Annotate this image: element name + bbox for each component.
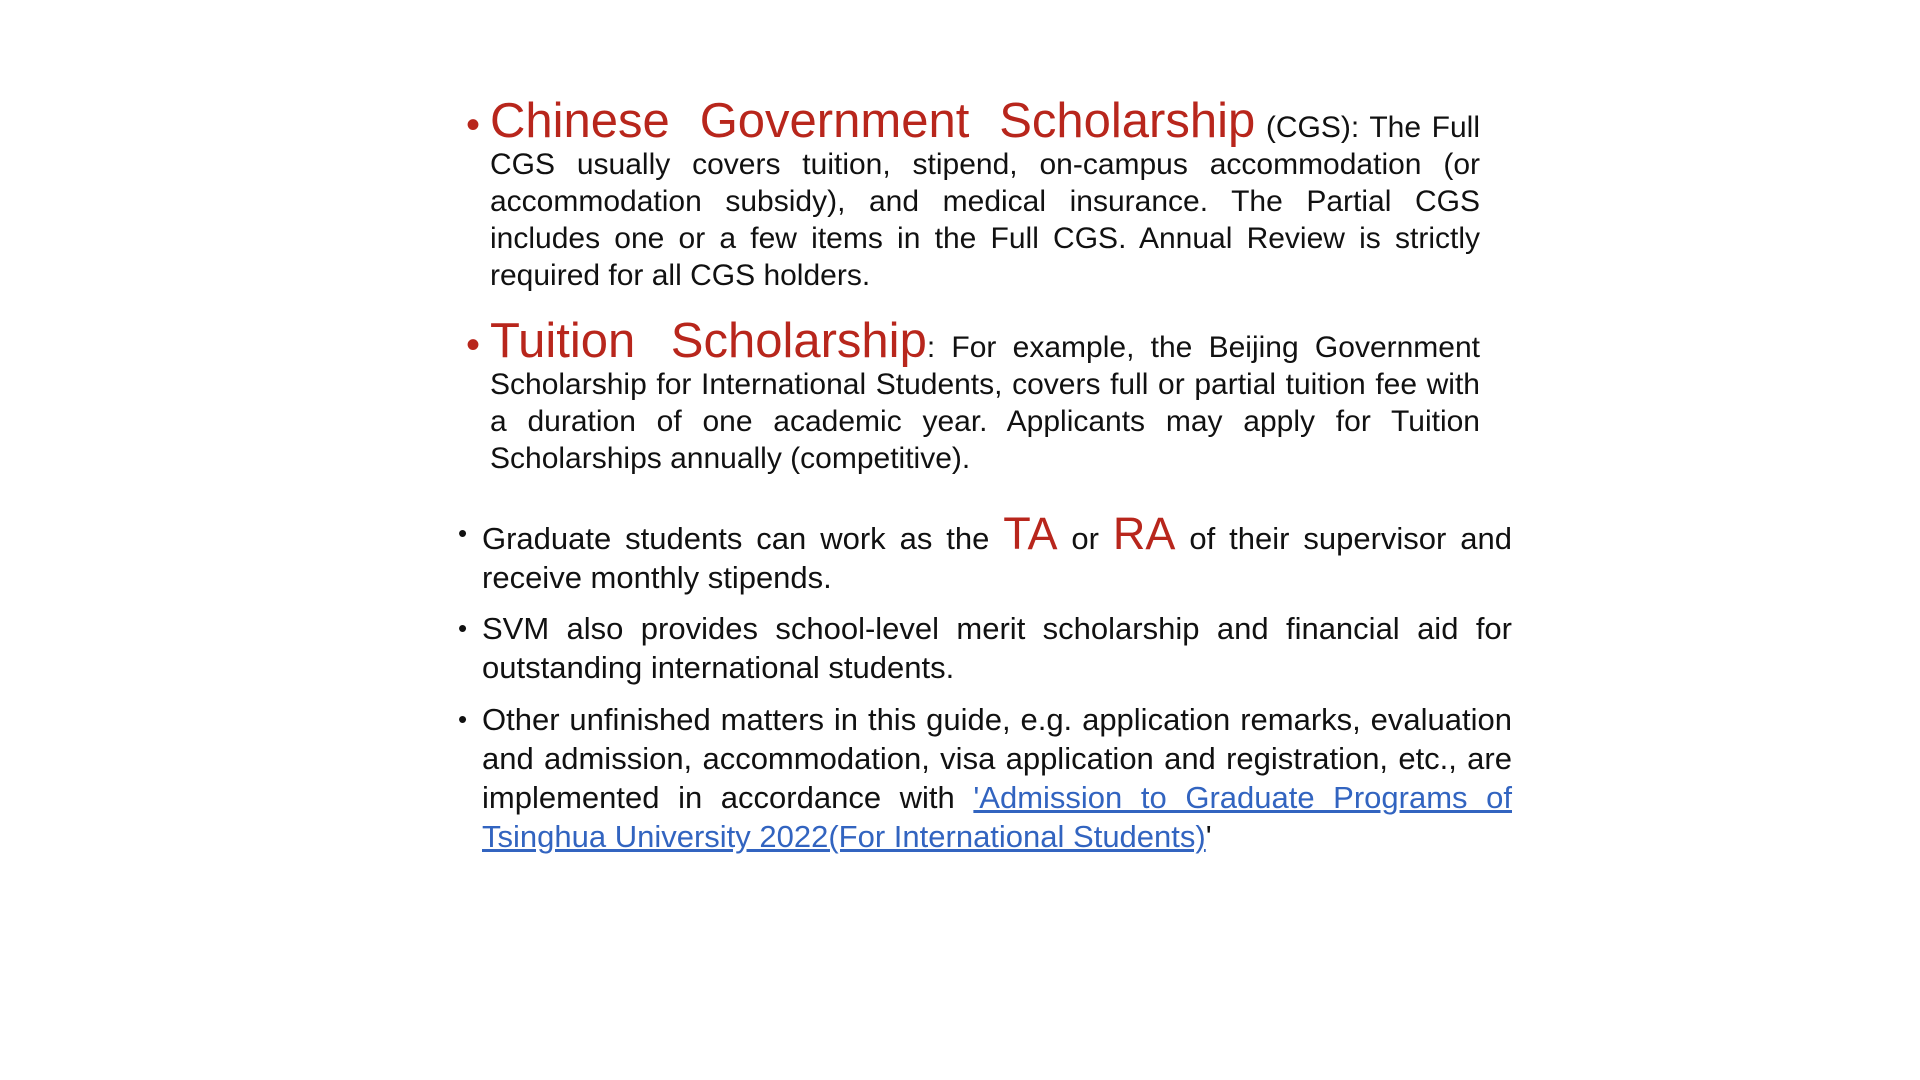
bullet-other-matters — [458, 700, 1512, 856]
ta-ra-text-before: Graduate students can work as the — [482, 521, 1004, 556]
tuition-body: : For example, the Beijing Government Scholarship for International Students, covers full or partial tuition fee with a duration of one academic year. Applicants may apply for Tuition Scholarships annually (competitive). — [490, 331, 1480, 475]
ra-label: RA — [1112, 508, 1176, 559]
bullet-ta-ra — [458, 508, 1513, 597]
bullet-tuition-scholarship — [466, 314, 1480, 477]
bullet-marker: • — [466, 323, 481, 367]
ta-ra-text-middle: or — [1057, 521, 1113, 556]
cgs-heading: Chinese Government Scholarship — [490, 94, 1256, 148]
svm-text: SVM also provides school-level merit scholarship and financial aid for outstanding international students. — [482, 611, 1512, 685]
other-text-after: ' — [1205, 819, 1212, 854]
bullet-svm-merit — [458, 609, 1512, 687]
bullet-marker: • — [458, 613, 468, 643]
tuition-heading: Tuition Scholarship — [490, 314, 927, 368]
bullet-chinese-government-scholarship — [466, 94, 1480, 294]
admission-guide-link[interactable]: 'Admission to Graduate Programs of Tsinghua University 2022(For International Students) — [482, 780, 1512, 854]
bullet-marker: • — [458, 518, 468, 548]
cgs-body: (CGS): The Full CGS usually covers tuition, stipend, on-campus accommodation (or accommodation subsidy), and medical insurance. The Partial CGS includes one or a few items in the Full CGS. Annual Review is strictly required for all CGS holders. — [490, 111, 1480, 292]
ta-label: TA — [1003, 508, 1058, 559]
bullet-marker: • — [466, 103, 481, 147]
ta-ra-text-after: of their supervisor and receive monthly stipends. — [482, 521, 1513, 595]
bullet-marker: • — [458, 704, 468, 734]
other-text-before: Other unfinished matters in this guide, e.g. application remarks, evaluation and admission, accommodation, visa application and registration, etc., are implemented in accordance with — [482, 702, 1512, 815]
